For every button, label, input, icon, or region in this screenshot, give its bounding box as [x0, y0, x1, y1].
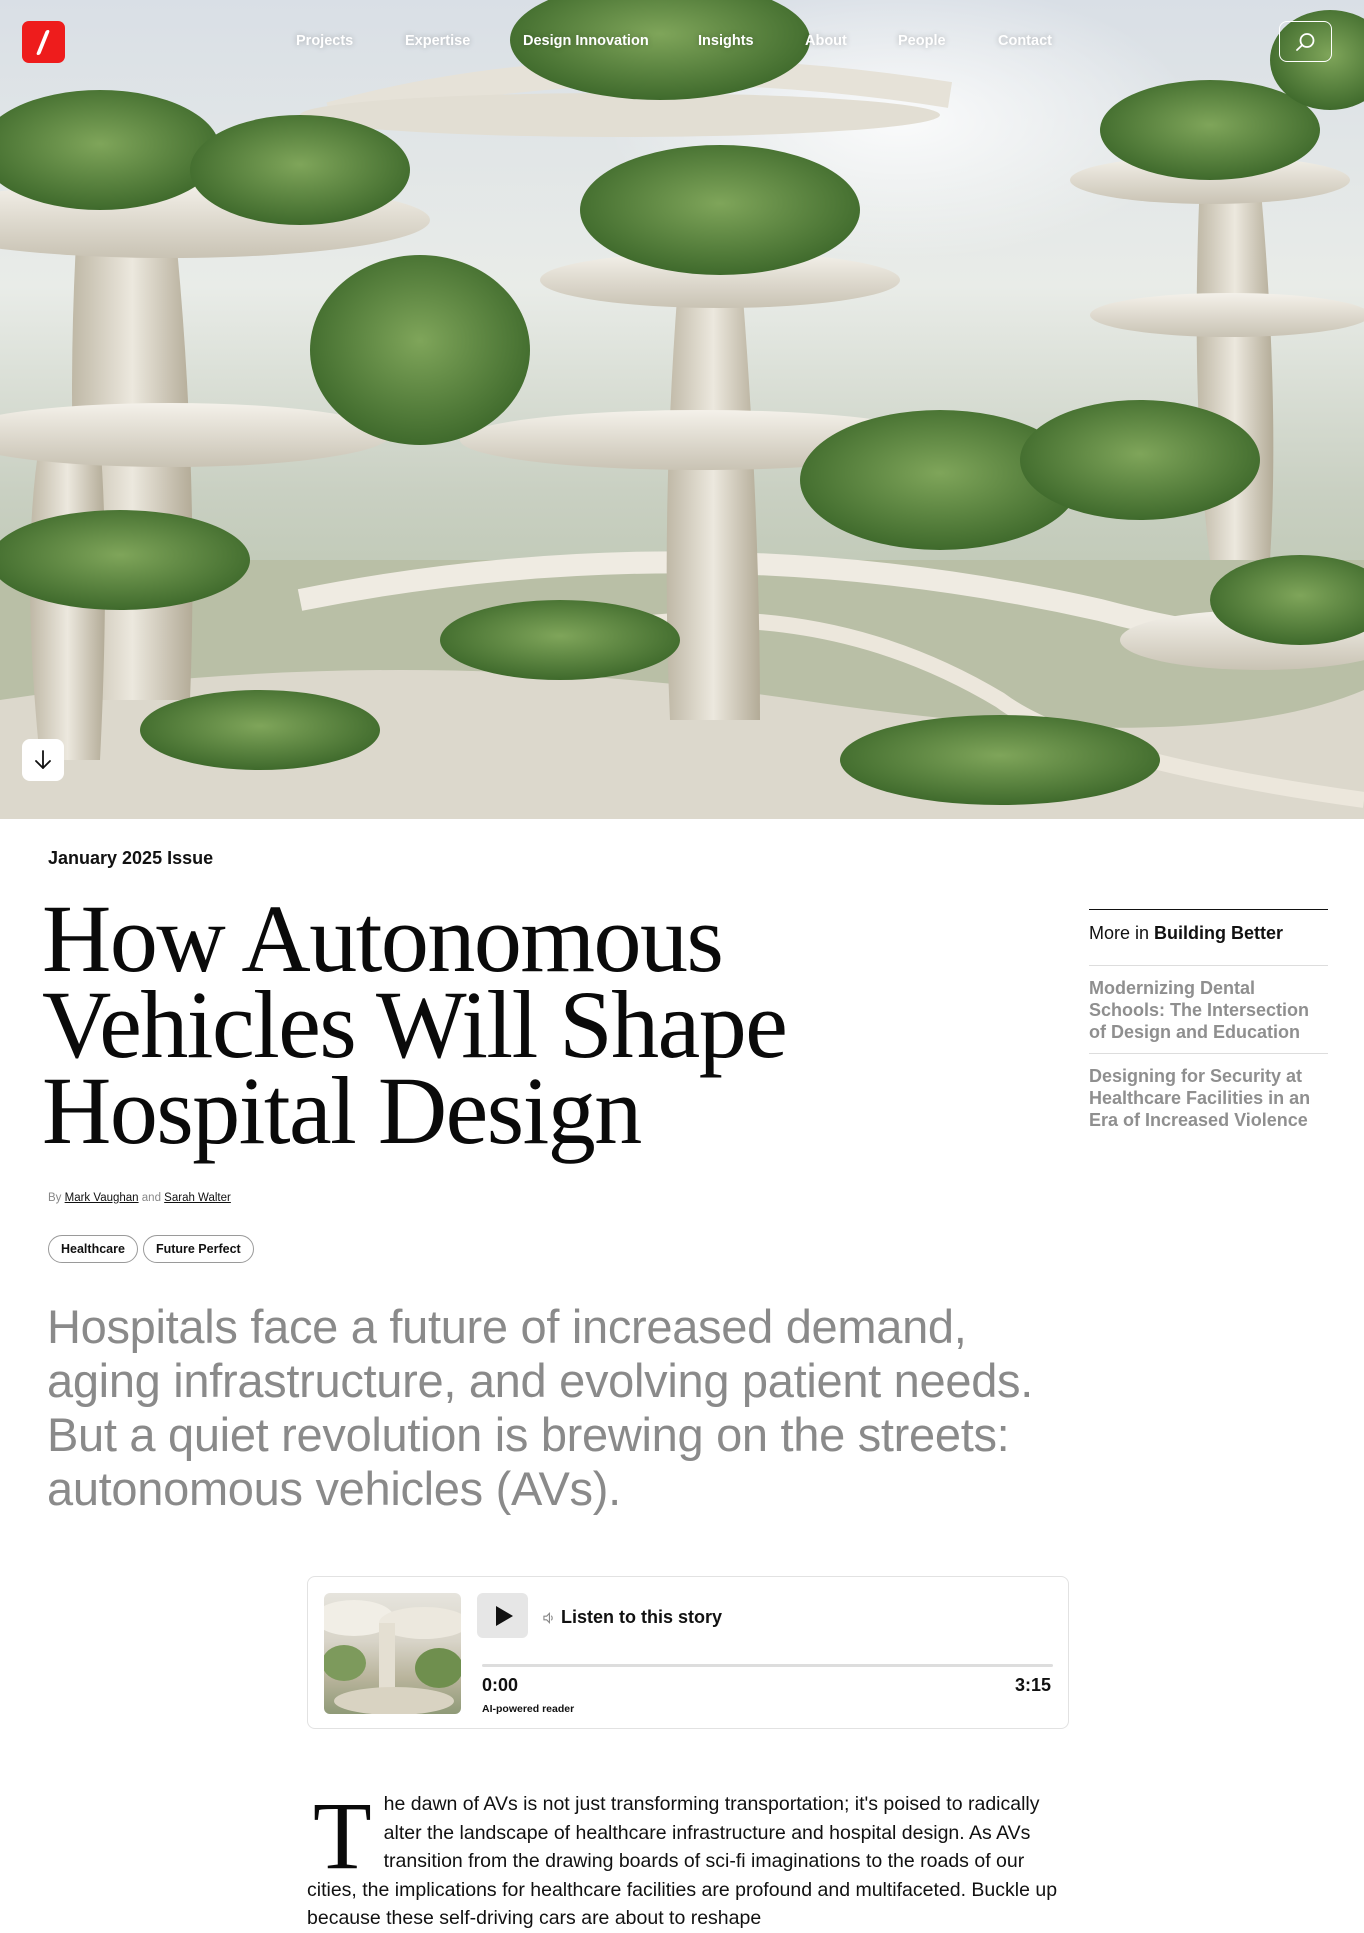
article-dek: Hospitals face a future of increased demand, aging infrastructure, and evolving patient needs. But a quiet revolution is brewing on the streets: autonomous vehicles (AVs).: [47, 1300, 1034, 1515]
sidebar-title: [1089, 923, 1328, 944]
nav-design-innovation[interactable]: Design Innovation: [523, 33, 649, 49]
drop-cap: T: [313, 1782, 372, 1889]
listen-heading: [543, 1607, 722, 1628]
byline-by: By: [48, 1192, 62, 1204]
sidebar-title-prefix: More in: [1089, 923, 1150, 943]
article-body: [307, 1782, 1069, 1933]
audio-progress-bar[interactable]: [482, 1664, 1053, 1667]
nav-people[interactable]: People: [898, 33, 946, 49]
nav-contact[interactable]: Contact: [998, 33, 1052, 49]
nav-insights[interactable]: Insights: [698, 33, 754, 49]
audio-player: [307, 1576, 1069, 1729]
sidebar-title-category[interactable]: Building Better: [1154, 923, 1284, 943]
sidebar-divider: [1089, 1053, 1328, 1054]
search-button[interactable]: [1279, 21, 1332, 62]
sidebar-divider: [1089, 909, 1328, 910]
speaker-icon: [543, 1612, 555, 1624]
hero-illustration: [0, 0, 1364, 819]
tag-list: [48, 1235, 254, 1263]
nav-about[interactable]: About: [805, 33, 847, 49]
byline: [48, 1192, 231, 1204]
author-link[interactable]: Sarah Walter: [164, 1192, 231, 1204]
listen-label: Listen to this story: [561, 1607, 723, 1627]
play-button[interactable]: [477, 1593, 528, 1638]
story-thumbnail: [324, 1593, 461, 1714]
related-article-link[interactable]: Designing for Security at Healthcare Facilities in an Era of Increased Violence: [1089, 1066, 1311, 1130]
related-article-link[interactable]: Modernizing Dental Schools: The Intersection of Design and Education: [1089, 978, 1310, 1042]
current-time: 0:00: [482, 1675, 519, 1695]
tag-future-perfect[interactable]: Future Perfect: [143, 1235, 254, 1263]
nav-projects[interactable]: Projects: [296, 33, 354, 49]
ai-reader-label: AI-powered reader: [482, 1703, 575, 1715]
arrow-down-icon: [33, 749, 53, 771]
tag-healthcare[interactable]: Healthcare: [48, 1235, 138, 1263]
author-link[interactable]: Mark Vaughan: [64, 1192, 139, 1204]
body-paragraph: he dawn of AVs is not just transforming transportation; it's poised to radically alter the landscape of healthcare infrastructure and hospital design. As AVs transition from the drawing boards of sci-fi imaginations to the roads of our cities, the implications for healthcare facilities are profound and multifaceted. Buckle up because these self-driving cars are about to reshape: [307, 1793, 1058, 1929]
article-headline: How Autonomous Vehicles Will Shape Hospital Design: [42, 885, 787, 1164]
issue-label: January 2025 Issue: [48, 848, 214, 868]
nav-expertise[interactable]: Expertise: [405, 33, 471, 49]
search-icon: [1295, 32, 1317, 52]
total-time: 3:15: [1014, 1675, 1051, 1695]
scroll-down-button[interactable]: [22, 739, 64, 781]
hero-image: [0, 0, 1364, 819]
main-nav: [0, 33, 1364, 53]
byline-and: and: [141, 1192, 161, 1204]
related-sidebar: [1089, 909, 1328, 1131]
play-icon: [496, 1606, 513, 1626]
sidebar-divider: [1089, 965, 1328, 966]
